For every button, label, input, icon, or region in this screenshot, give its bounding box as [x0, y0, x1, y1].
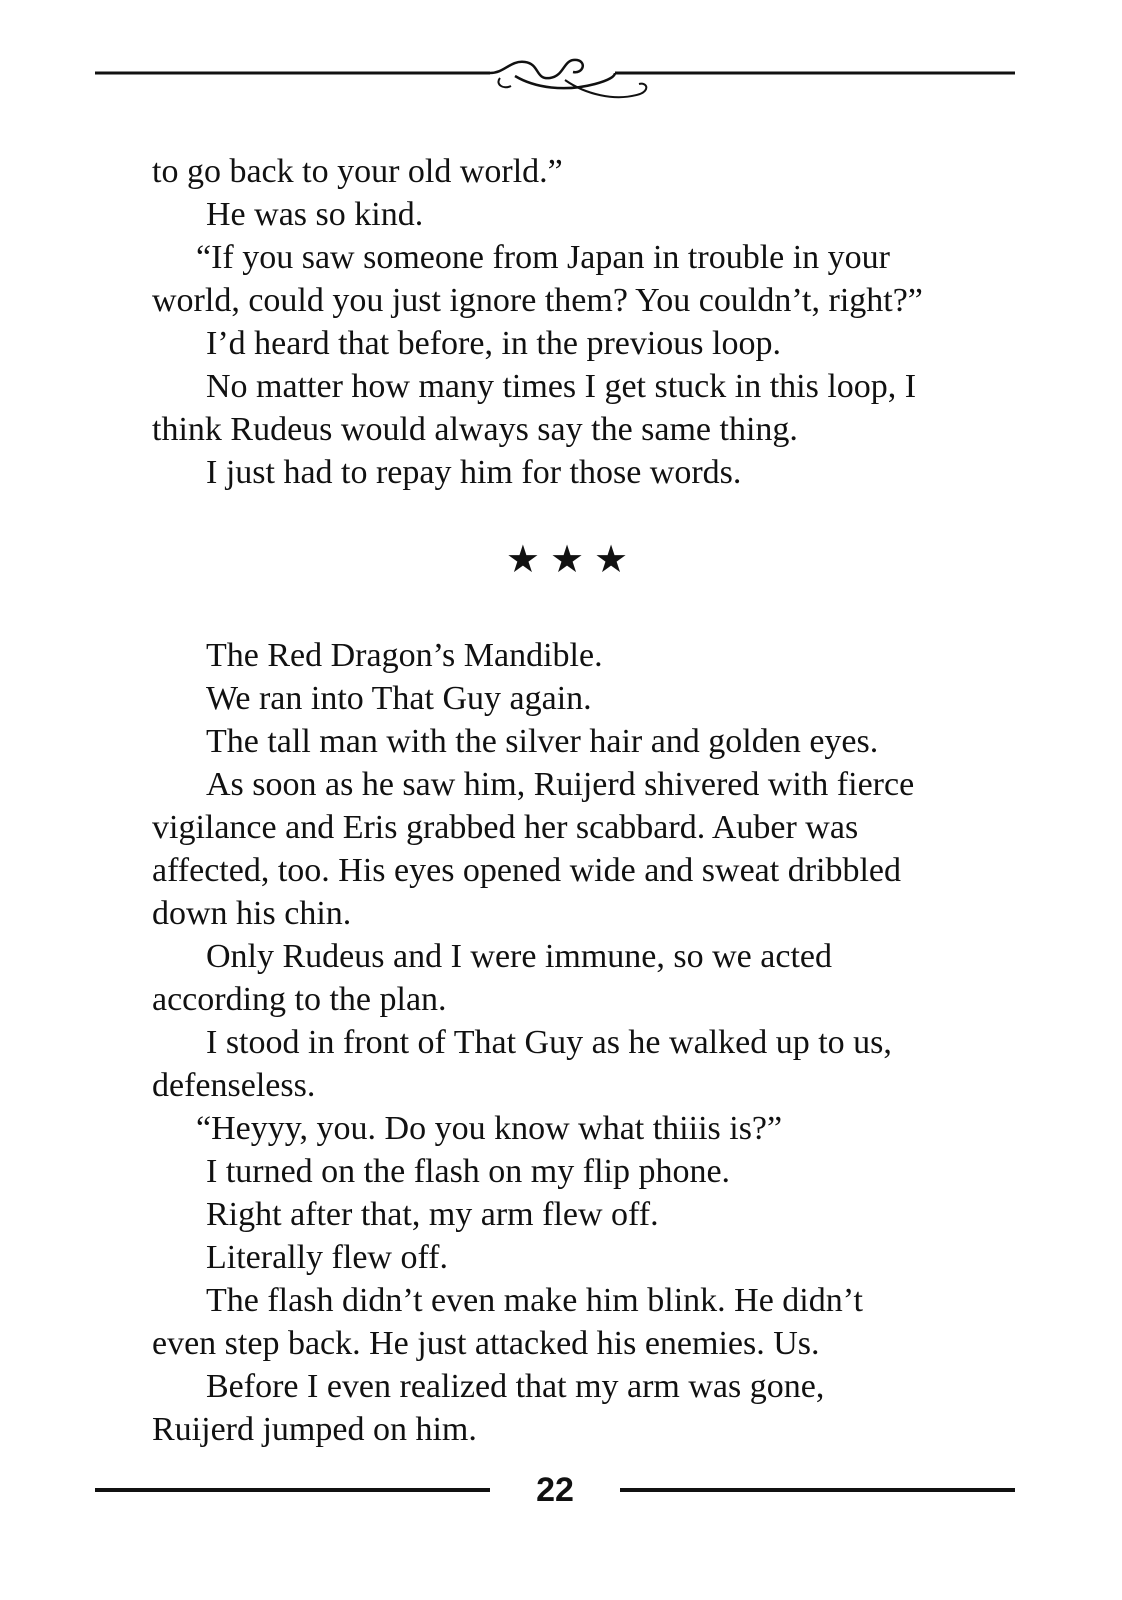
- scene-break-stars: ★★★: [505, 538, 639, 581]
- text-line: down his chin.: [152, 895, 352, 932]
- text-line: The Red Dragon’s Mandible.: [206, 637, 603, 674]
- text-line: The tall man with the silver hair and golden eyes.: [206, 723, 879, 760]
- text-line: As soon as he saw him, Ruijerd shivered with fierce: [206, 766, 915, 803]
- text-line: think Rudeus would always say the same thing.: [152, 411, 798, 448]
- page-number: 22: [536, 1471, 574, 1509]
- text-line: Only Rudeus and I were immune, so we acted: [206, 938, 832, 975]
- text-line: Ruijerd jumped on him.: [152, 1411, 477, 1448]
- text-line: even step back. He just attacked his enemies. Us.: [152, 1325, 820, 1362]
- paragraphs-before-break: [152, 150, 982, 494]
- body-text: [152, 150, 982, 1451]
- flourish-scroll-icon: [95, 48, 1015, 108]
- text-line: I just had to repay him for those words.: [206, 454, 742, 491]
- text-line: to go back to your old world.”: [152, 153, 563, 190]
- text-line: “If you saw someone from Japan in trouble in your: [196, 239, 890, 276]
- text-line: I’d heard that before, in the previous loop.: [206, 325, 781, 362]
- text-line: No matter how many times I get stuck in this loop, I: [206, 368, 917, 405]
- header-ornament: [95, 48, 1015, 108]
- page-footer: [95, 1466, 1015, 1516]
- text-line: according to the plan.: [152, 981, 447, 1018]
- text-line: I stood in front of That Guy as he walked up to us,: [206, 1024, 892, 1061]
- text-line: vigilance and Eris grabbed her scabbard. Auber was: [152, 809, 859, 846]
- text-line: defenseless.: [152, 1067, 316, 1104]
- text-line: Literally flew off.: [206, 1239, 449, 1276]
- text-line: world, could you just ignore them? You couldn’t, right?”: [152, 282, 923, 319]
- text-line: Right after that, my arm flew off.: [206, 1196, 659, 1233]
- text-line: I turned on the flash on my flip phone.: [206, 1153, 731, 1190]
- text-line: affected, too. His eyes opened wide and sweat dribbled: [152, 852, 902, 889]
- text-line: Before I even realized that my arm was gone,: [206, 1368, 825, 1405]
- text-line: We ran into That Guy again.: [206, 680, 592, 717]
- footer-rule-right: [620, 1488, 1015, 1492]
- footer-rule-left: [95, 1488, 490, 1492]
- text-line: “Heyyy, you. Do you know what thiiis is?”: [196, 1110, 783, 1147]
- text-line: He was so kind.: [206, 196, 424, 233]
- paragraphs-after-break: [152, 634, 982, 1451]
- text-line: The flash didn’t even make him blink. He didn’t: [206, 1282, 863, 1319]
